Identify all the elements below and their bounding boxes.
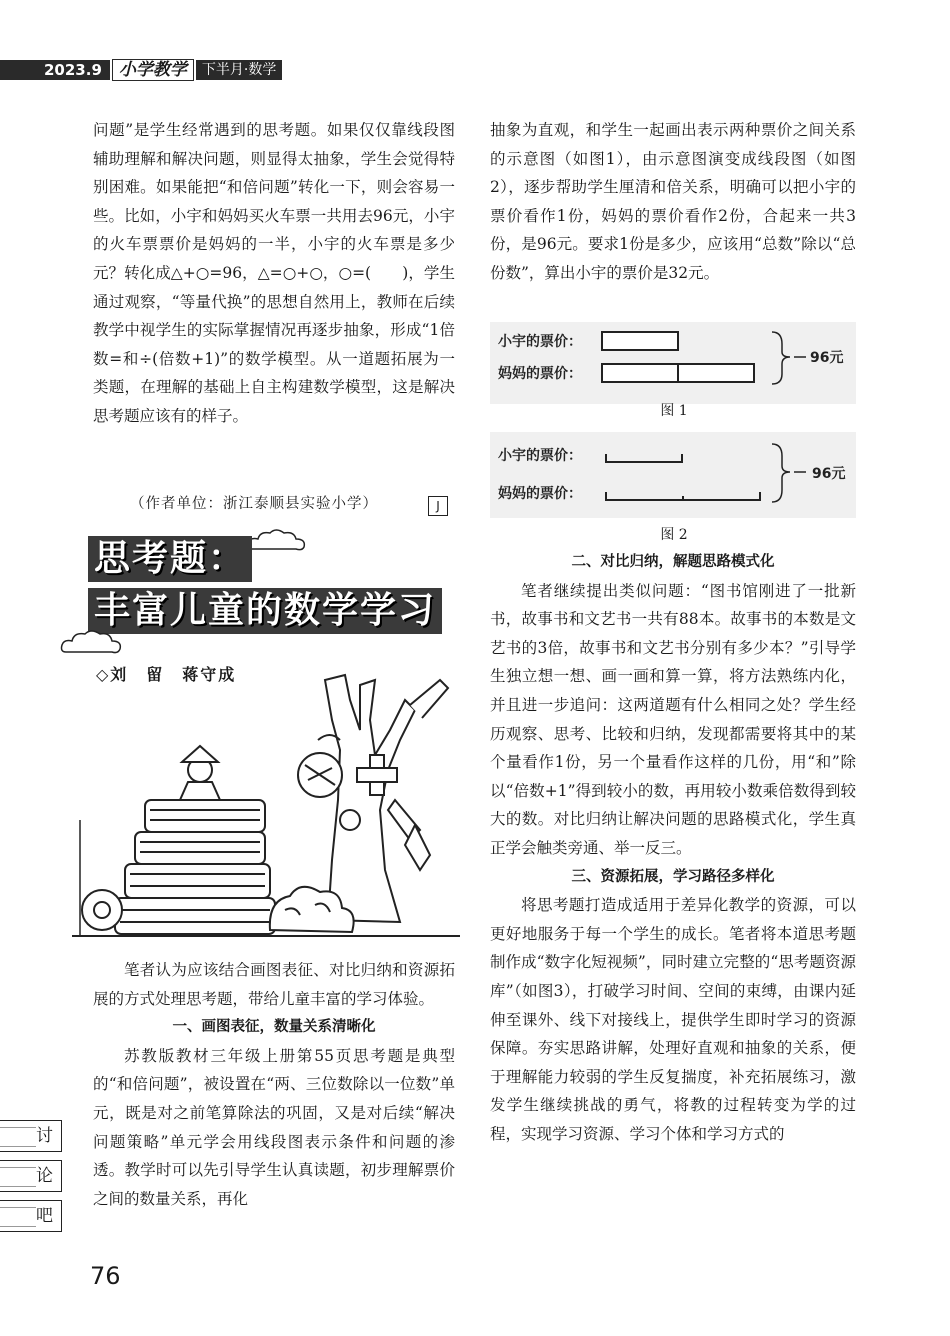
section-3-text: 将思考题打造成适用于差异化教学的资源，可以更好地服务于每一个学生的成长。笔者将本道思考题制作成“数字化短视频”，同时建立完整的“思考题资源库”（如图3），打破学习时间、空间的束缚，由课内延伸至课外、线下对接线上，提供学生即时学习的资源保障。夯实思路讲解，处理好直观和抽象的关系，便于理解能力较弱的学生反复揣度，补充拓展练习，激发学生继续挑战的勇气，将教的过程转变为学的过程，实现学习资源、学习个体和学习方式的 (490, 896, 856, 1143)
header-bar (0, 60, 40, 80)
fig1-mama-box-2 (678, 364, 754, 382)
figure-1-caption: 图 1 (660, 403, 688, 419)
side-tab-1: 讨 (0, 1120, 62, 1152)
left-column-top (93, 116, 455, 431)
fig1-xiaoyu-box (602, 332, 678, 350)
fig2-xiaoyu-segment (606, 454, 682, 462)
title-line-2: 丰富儿童的数学学习 (88, 588, 442, 634)
header-edition: 下半月·数学 (196, 60, 282, 80)
side-tab-2: 论 (0, 1160, 62, 1192)
fig2-mama-segment (606, 492, 760, 500)
author-affiliation: （作者单位：浙江泰顺县实验小学） (130, 496, 378, 512)
section-2-text: 笔者继续提出类似问题：“图书馆刚进了一批新书，故事书和文艺书一共有88本。故事书的本数是文艺书的3倍，故事书和文艺书分别有多少本？”引导学生独立想一想、画一画和算一算，将方法熟练内化，并且进一步追问：这两道题有什么相同之处？学生经历观察、思考、比较和归纳，发现都需要将其中的某个量看作1份，另一个量看作这样的几份，用“和”除以“倍数+1”得到较小的数，再用较小数乘倍数得到较大的数。对比归纳让解决问题的思路模式化，学生真正学会触类旁通、举一反三。 (490, 581, 856, 857)
article-authors: ◇刘 留 蒋守成 (96, 665, 237, 684)
fig2-total: 96元 (812, 466, 846, 482)
left-column-bottom (93, 956, 455, 1213)
figure-2-caption: 图 2 (660, 527, 688, 543)
fig1-brace (772, 332, 790, 384)
figure-1-diagram (490, 322, 856, 404)
fig1-total: 96元 (810, 350, 844, 366)
cloud-decoration-left (58, 628, 128, 658)
figure-1 (490, 322, 856, 404)
page-header (0, 58, 282, 82)
end-mark: J (428, 496, 448, 516)
section-3-title: 三、资源拓展，学习路径多样化 (571, 868, 775, 885)
figure-2 (490, 432, 856, 518)
section-1-title: 一、画图表征，数量关系清晰化 (172, 1019, 376, 1036)
journal-logo: 小学教学 (112, 59, 194, 81)
title-line-1: 思考题： (88, 536, 252, 582)
right-column-bottom (490, 548, 856, 1148)
fig2-label-mama: 妈妈的票价： (498, 486, 582, 502)
header-date: 2023.9 (40, 60, 110, 80)
right-column-top (490, 116, 856, 288)
page-number: 76 (90, 1262, 121, 1290)
continued-paragraph: 问题”是学生经常遇到的思考题。如果仅仅靠线段图辅助理解和解决问题，则显得太抽象，学生会觉得特别困难。如果能把“和倍问题”转化一下，则会容易一些。比如，小宇和妈妈买火车票一共用去96元，小宇的火车票票价是妈妈的一半，小宇的火车票是多少元？转化成△+○=96，△=○+○，○=( )，学生通过观察，“等量代换”的思想自然用上，教师在后续教学中视学生的实际掌握情况再逐步抽象，形成“1倍数=和÷(倍数+1)”的数学模型。从一道题拓展为一类题，在理解的基础上自主构建数学模型，这是解决思考题应该有的样子。 (93, 121, 455, 425)
section-2-title: 二、对比归纳，解题思路模式化 (571, 554, 775, 570)
fig2-brace (772, 444, 790, 502)
article-title (88, 536, 442, 634)
books-tree-illustration (70, 660, 462, 942)
side-tab-3: 吧 (0, 1200, 62, 1232)
fig1-mama-box-1 (602, 364, 678, 382)
section-1-text: 苏教版教材三年级上册第55页思考题是典型的“和倍问题”，被设置在“两、三位数除以一位数”单元，既是对之前笔算除法的巩固，又是对后续“解决问题策略”单元学会用线段图表示条件和问题的渗透。教学时可以先引导学生认真读题，初步理解票价之间的数量关系，再化 (93, 1046, 455, 1208)
right-paragraph-1: 抽象为直观，和学生一起画出表示两种票价之间关系的示意图（如图1），由示意图演变成线段图（如图2），逐步帮助学生厘清和倍关系，明确可以把小宇的票价看作1份，妈妈的票价看作2份，合起来一共3份，是96元。要求1份是多少，应该用“总数”除以“总份数”，算出小宇的票价是32元。 (490, 121, 856, 282)
fig1-label-mama: 妈妈的票价： (498, 366, 582, 382)
fig2-label-xiaoyu: 小宇的票价： (498, 448, 582, 464)
intro-paragraph: 笔者认为应该结合画图表征、对比归纳和资源拓展的方式处理思考题，带给儿童丰富的学习体验。 (93, 961, 455, 1008)
fig1-label-xiaoyu: 小宇的票价： (498, 334, 582, 350)
figure-2-diagram (490, 432, 856, 518)
